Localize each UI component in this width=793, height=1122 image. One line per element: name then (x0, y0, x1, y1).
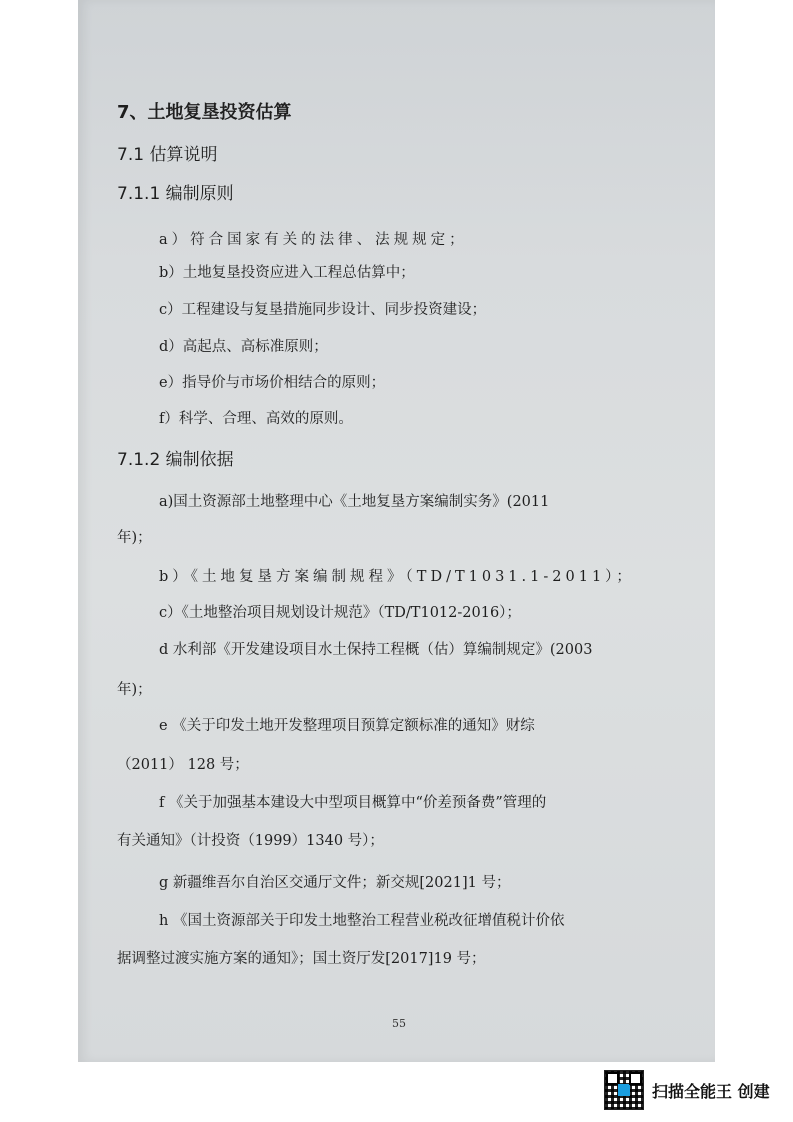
section-heading-7-1: 7.1 估算说明 (117, 145, 218, 165)
basis-f-line1: f 《关于加强基本建设大中型项目概算中“价差预备费”管理的 (159, 795, 547, 811)
scanner-watermark (604, 1068, 770, 1112)
basis-h-line2: 据调整过渡实施方案的通知》；国土资厅发[2017]19 号； (117, 951, 486, 967)
qr-code-icon (604, 1070, 644, 1110)
chapter-heading: 7、土地复垦投资估算 (117, 102, 292, 123)
watermark-text: 扫描全能王 创建 (652, 1081, 770, 1101)
basis-f-line2: 有关通知》（计投资（1999）1340 号）； (117, 833, 384, 849)
basis-a-line2: 年)； (117, 530, 152, 546)
principle-a: a）符合国家有关的法律、法规规定； (159, 232, 468, 248)
basis-g: g 新疆维吾尔自治区交通厅文件；新交规[2021]1 号； (159, 875, 511, 891)
principle-e: e）指导价与市场价相结合的原则； (159, 375, 386, 391)
page-number: 55 (392, 1017, 406, 1030)
basis-h-line1: h 《国土资源部关于印发土地整治工程营业税改征增值税计价依 (159, 913, 565, 929)
section-heading-7-1-2: 7.1.2 编制依据 (117, 450, 234, 470)
basis-d-line2: 年)； (117, 682, 152, 698)
basis-e-line2: （2011） 128 号； (117, 757, 249, 773)
basis-a-line1: a)国土资源部土地整理中心《土地复垦方案编制实务》(2011 (159, 494, 550, 510)
principle-b: b）土地复垦投资应进入工程总估算中； (159, 265, 415, 281)
basis-e-line1: e 《关于印发土地开发整理项目预算定额标准的通知》财综 (159, 718, 535, 734)
basis-b: b）《土地复垦方案编制规程》（TD/T1031.1-2011）； (159, 569, 635, 585)
principle-f: f）科学、合理、高效的原则。 (159, 411, 353, 427)
basis-d-line1: d 水利部《开发建设项目水土保持工程概（估）算编制规定》(2003 (159, 642, 593, 658)
section-heading-7-1-1: 7.1.1 编制原则 (117, 184, 234, 204)
principle-c: c）工程建设与复垦措施同步设计、同步投资建设； (159, 302, 487, 318)
basis-c: c）《土地整治项目规划设计规范》（TD/T1012-2016）； (159, 605, 521, 621)
principle-d: d）高起点、高标准原则； (159, 339, 328, 355)
